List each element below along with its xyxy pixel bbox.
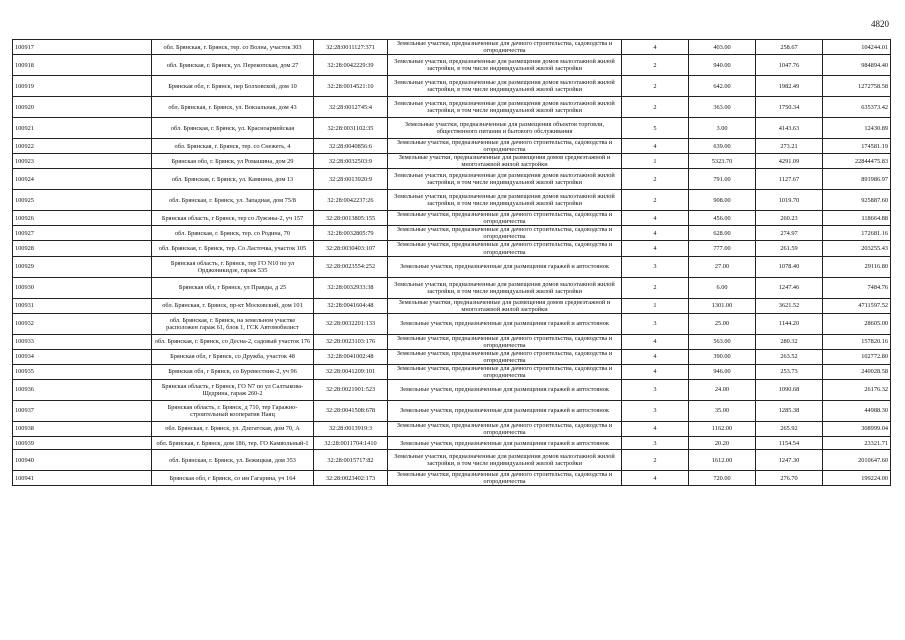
cell-land-use: Земельные участки, предназначенные для дачного строительства, садоводства и огородничества — [388, 139, 622, 154]
cell-address: обл. Брянская, г. Брянск, со Десна-2, садовый участок 176 — [152, 334, 314, 349]
cell-address: обл. Брянская, г. Брянск, тер. со Волна, участок 303 — [152, 40, 314, 55]
cell-record-number: 100921 — [13, 118, 152, 139]
cell-record-number: 100926 — [13, 211, 152, 226]
cell-cadastral-value: 22844475.83 — [823, 154, 891, 169]
cell-land-use: Земельные участки, предназначенные для дачного строительства, садоводства и огородничества — [388, 211, 622, 226]
cell-unit-value: 258.67 — [756, 40, 823, 55]
cell-cadastral-number: 32:28:0042229:39 — [314, 55, 388, 76]
cell-cadastral-value: 23321.71 — [823, 437, 891, 450]
cell-record-number: 100934 — [13, 349, 152, 364]
cell-land-use: Земельные участки, предназначенные для размещения домов малоэтажной жилой застройки, в том числе индивидуальной жилой застройки — [388, 55, 622, 76]
cell-land-use: Земельные участки, предназначенные для размещения домов малоэтажной жилой застройки, в том числе индивидуальной жилой застройки — [388, 97, 622, 118]
cell-address: Брянская обл, г. Брянск, ул Ромашина, дом 29 — [152, 154, 314, 169]
table-row — [13, 169, 891, 190]
cell-address: Брянская область, г. Брянск, д 710, тер Гаражно-строительный кооператив Наяц — [152, 400, 314, 421]
cell-record-number: 100933 — [13, 334, 152, 349]
table-row — [13, 349, 891, 364]
table-row — [13, 226, 891, 241]
cell-cadastral-value: 1272758.58 — [823, 76, 891, 97]
cell-cadastral-value: 26176.32 — [823, 379, 891, 400]
cell-cadastral-value: 174581.19 — [823, 139, 891, 154]
cell-group: 2 — [622, 97, 689, 118]
table-row — [13, 76, 891, 97]
cell-land-use: Земельные участки, предназначенные для дачного строительства, садоводства и огородничества — [388, 471, 622, 486]
cell-area: 1612.00 — [689, 450, 756, 471]
cell-cadastral-number: 32:28:0032503:9 — [314, 154, 388, 169]
cell-record-number: 100932 — [13, 313, 152, 334]
cell-address: обл. Брянская, г. Брянск, ул. Бежицкая, дом 353 — [152, 450, 314, 471]
cell-land-use: Земельные участки, предназначенные для размещения гаражей и автостоянок — [388, 256, 622, 277]
cell-record-number: 100927 — [13, 226, 152, 241]
table-row — [13, 364, 891, 379]
cell-group: 2 — [622, 55, 689, 76]
cell-group: 4 — [622, 139, 689, 154]
cell-record-number: 100939 — [13, 437, 152, 450]
cell-area: 456.00 — [689, 211, 756, 226]
table-row — [13, 118, 891, 139]
cell-unit-value: 1019.70 — [756, 190, 823, 211]
cell-group: 2 — [622, 450, 689, 471]
page-number: 4820 — [871, 19, 889, 29]
cell-cadastral-value: 984894.40 — [823, 55, 891, 76]
cell-area: 24.00 — [689, 379, 756, 400]
cell-cadastral-value: 240028.58 — [823, 364, 891, 379]
cell-unit-value: 1247.46 — [756, 277, 823, 298]
cell-cadastral-value: 2010647.60 — [823, 450, 891, 471]
cell-address: обл. Брянская, г. Брянск, ул. Перекопская, дом 27 — [152, 55, 314, 76]
cell-land-use: Земельные участки, предназначенные для размещения домов малоэтажной жилой застройки, в том числе индивидуальной жилой застройки — [388, 169, 622, 190]
cell-unit-value: 1144.20 — [756, 313, 823, 334]
table-row — [13, 437, 891, 450]
cell-record-number: 100917 — [13, 40, 152, 55]
cell-area: 720.00 — [689, 471, 756, 486]
cell-area: 1162.00 — [689, 421, 756, 436]
cell-area: 25.00 — [689, 313, 756, 334]
cell-address: обл. Брянская, г. Брянск, тер. со Родина, 70 — [152, 226, 314, 241]
cell-address: обл. Брянская, г. Брянск, дом 186, тер. ГО Камвольный-1 — [152, 437, 314, 450]
cell-cadastral-number: 32:28:0013920:9 — [314, 169, 388, 190]
cell-area: 20.20 — [689, 437, 756, 450]
cell-unit-value: 1982.49 — [756, 76, 823, 97]
cell-land-use: Земельные участки, предназначенные для дачного строительства, садоводства и огородничества — [388, 241, 622, 256]
cell-area: 3.00 — [689, 118, 756, 139]
table-row — [13, 313, 891, 334]
cell-area: 940.00 — [689, 55, 756, 76]
cell-group: 4 — [622, 241, 689, 256]
table-row — [13, 334, 891, 349]
cell-cadastral-number: 32:28:0023402:173 — [314, 471, 388, 486]
cell-land-use: Земельные участки, предназначенные для дачного строительства, садоводства и огородничества — [388, 349, 622, 364]
cell-unit-value: 280.32 — [756, 334, 823, 349]
cell-group: 4 — [622, 421, 689, 436]
cell-cadastral-number: 32:28:0030403:107 — [314, 241, 388, 256]
cell-area: 363.00 — [689, 97, 756, 118]
cell-land-use: Земельные участки, предназначенные для дачного строительства, садоводства и огородничества — [388, 421, 622, 436]
cell-group: 2 — [622, 190, 689, 211]
cell-group: 3 — [622, 313, 689, 334]
cell-area: 35.00 — [689, 400, 756, 421]
cell-cadastral-value: 44988.30 — [823, 400, 891, 421]
cell-record-number: 100928 — [13, 241, 152, 256]
cell-cadastral-value: 199224.00 — [823, 471, 891, 486]
cell-group: 3 — [622, 437, 689, 450]
cell-cadastral-number: 32:28:0014521:10 — [314, 76, 388, 97]
cell-cadastral-number: 32:28:0041604:48 — [314, 298, 388, 313]
cell-land-use: Земельные участки, предназначенные для размещения гаражей и автостоянок — [388, 437, 622, 450]
cell-cadastral-number: 32:28:0023103:176 — [314, 334, 388, 349]
cell-group: 4 — [622, 40, 689, 55]
cell-group: 3 — [622, 379, 689, 400]
cell-cadastral-number: 32:28:0013805:155 — [314, 211, 388, 226]
cell-group: 4 — [622, 211, 689, 226]
cell-group: 4 — [622, 349, 689, 364]
cell-record-number: 100937 — [13, 400, 152, 421]
cell-cadastral-number: 32:28:0042237:26 — [314, 190, 388, 211]
cell-land-use: Земельные участки, предназначенные для размещения гаражей и автостоянок — [388, 379, 622, 400]
cell-cadastral-number: 32:28:0032805:79 — [314, 226, 388, 241]
cell-area: 403.00 — [689, 40, 756, 55]
cell-cadastral-value: 28605.00 — [823, 313, 891, 334]
cell-area: 642.00 — [689, 76, 756, 97]
cell-address: обл. Брянская, г. Брянск, ул. Западная, дом 75/8 — [152, 190, 314, 211]
table-row — [13, 241, 891, 256]
cell-unit-value: 273.21 — [756, 139, 823, 154]
cell-unit-value: 1154.54 — [756, 437, 823, 450]
cell-address: обл. Брянская, г. Брянск, тер. Со Ласточка, участок 105 — [152, 241, 314, 256]
cell-group: 4 — [622, 471, 689, 486]
cell-unit-value: 265.92 — [756, 421, 823, 436]
cell-group: 1 — [622, 154, 689, 169]
cell-group: 4 — [622, 226, 689, 241]
cell-record-number: 100938 — [13, 421, 152, 436]
cell-cadastral-value: 4711597.52 — [823, 298, 891, 313]
cell-address: обл. Брянская, г. Брянск, ул. Камнина, дом 13 — [152, 169, 314, 190]
cell-group: 2 — [622, 76, 689, 97]
cell-record-number: 100930 — [13, 277, 152, 298]
cell-cadastral-number: 32:28:0031102:35 — [314, 118, 388, 139]
cell-cadastral-number: 32:28:0011704:1410 — [314, 437, 388, 450]
cell-area: 563.00 — [689, 334, 756, 349]
cell-cadastral-value: 203255.43 — [823, 241, 891, 256]
table-row — [13, 154, 891, 169]
cell-record-number: 100935 — [13, 364, 152, 379]
cell-cadastral-value: 635373.42 — [823, 97, 891, 118]
cell-area: 1301.00 — [689, 298, 756, 313]
cell-cadastral-value: 891986.97 — [823, 169, 891, 190]
table-row — [13, 379, 891, 400]
cell-address: обл. Брянская, г. Брянск, ул. Дзегатская, дом 70, А — [152, 421, 314, 436]
cell-land-use: Земельные участки, предназначенные для размещения домов малоэтажной жилой застройки, в том числе индивидуальной жилой застройки — [388, 277, 622, 298]
cell-group: 1 — [622, 298, 689, 313]
cell-record-number: 100941 — [13, 471, 152, 486]
cell-group: 2 — [622, 169, 689, 190]
cell-area: 908.00 — [689, 190, 756, 211]
cell-record-number: 100923 — [13, 154, 152, 169]
table-row — [13, 421, 891, 436]
cell-address: обл. Брянская, г. Брянск, пр-кт Московский, дом 101 — [152, 298, 314, 313]
cell-record-number: 100931 — [13, 298, 152, 313]
cell-cadastral-number: 32:28:0012745:4 — [314, 97, 388, 118]
cell-record-number: 100940 — [13, 450, 152, 471]
cell-land-use: Земельные участки, предназначенные для дачного строительства, садоводства и огородничества — [388, 226, 622, 241]
cell-area: 628.00 — [689, 226, 756, 241]
cell-address: Брянская обл, г. Брянск, пер Болховской, дом 10 — [152, 76, 314, 97]
cell-group: 2 — [622, 277, 689, 298]
cell-land-use: Земельные участки, предназначенные для размещения гаражей и автостоянок — [388, 400, 622, 421]
cell-cadastral-number: 32:28:0013919:3 — [314, 421, 388, 436]
cell-cadastral-value: 102772.80 — [823, 349, 891, 364]
table-row — [13, 190, 891, 211]
table-row — [13, 211, 891, 226]
cell-land-use: Земельные участки, предназначенные для размещения домов малоэтажной жилой застройки, в том числе индивидуальной жилой застройки — [388, 76, 622, 97]
cell-cadastral-value: 12430.89 — [823, 118, 891, 139]
cell-cadastral-number: 32:28:0023554:252 — [314, 256, 388, 277]
cell-record-number: 100925 — [13, 190, 152, 211]
table-row — [13, 450, 891, 471]
cell-unit-value: 4291.09 — [756, 154, 823, 169]
cell-unit-value: 1078.40 — [756, 256, 823, 277]
cell-land-use: Земельные участки, предназначенные для размещения домов малоэтажной жилой застройки, в том числе индивидуальной жилой застройки — [388, 450, 622, 471]
table-row — [13, 471, 891, 486]
cell-cadastral-number: 32:28:0021901:523 — [314, 379, 388, 400]
cell-area: 946.00 — [689, 364, 756, 379]
cell-unit-value: 1247.30 — [756, 450, 823, 471]
cell-cadastral-number: 32:28:0040856:6 — [314, 139, 388, 154]
cell-land-use: Земельные участки, предназначенные для размещения домов малоэтажной жилой застройки, в том числе индивидуальной жилой застройки — [388, 190, 622, 211]
cell-record-number: 100920 — [13, 97, 152, 118]
cell-area: 390.00 — [689, 349, 756, 364]
cell-record-number: 100922 — [13, 139, 152, 154]
cell-land-use: Земельные участки, предназначенные для дачного строительства, садоводства и огородничества — [388, 40, 622, 55]
table-row — [13, 256, 891, 277]
cell-unit-value: 1090.68 — [756, 379, 823, 400]
cell-cadastral-number: 32:28:0011127:371 — [314, 40, 388, 55]
cell-cadastral-number: 32:28:0041209:101 — [314, 364, 388, 379]
cell-land-use: Земельные участки, предназначенные для дачного строительства, садоводства и огородничества — [388, 364, 622, 379]
cell-group: 5 — [622, 118, 689, 139]
cell-unit-value: 1285.38 — [756, 400, 823, 421]
cell-unit-value: 1127.67 — [756, 169, 823, 190]
table-row — [13, 40, 891, 55]
table-row — [13, 139, 891, 154]
cell-cadastral-value: 308999.04 — [823, 421, 891, 436]
cell-address: Брянская область, г Брянск, ГО N7 по ул Салтыкова-Щедрина, гараж 260-2 — [152, 379, 314, 400]
cell-unit-value: 276.70 — [756, 471, 823, 486]
table-row — [13, 298, 891, 313]
cell-address: Брянская обл, г Брянск, со Дружба, участок 48 — [152, 349, 314, 364]
cell-cadastral-value: 172681.16 — [823, 226, 891, 241]
cell-land-use: Земельные участки, предназначенные для размещения гаражей и автостоянок — [388, 313, 622, 334]
cell-group: 3 — [622, 400, 689, 421]
cell-land-use: Земельные участки, предназначенные для дачного строительства, садоводства и огородничества — [388, 334, 622, 349]
cell-area: 791.00 — [689, 169, 756, 190]
cell-unit-value: 253.73 — [756, 364, 823, 379]
cell-address: Брянская обл, г Брянск, ул Правды, д 25 — [152, 277, 314, 298]
cell-cadastral-number: 32:28:0032933:38 — [314, 277, 388, 298]
cell-address: Брянская обл, г Брянск, со Буревестник-2, уч 96 — [152, 364, 314, 379]
cell-group: 4 — [622, 364, 689, 379]
cell-cadastral-value: 7484.76 — [823, 277, 891, 298]
cell-area: 5323.70 — [689, 154, 756, 169]
cell-unit-value: 261.59 — [756, 241, 823, 256]
cell-land-use: Земельные участки, предназначенные для размещения домов среднеэтажной и многоэтажной жилой застройки — [388, 154, 622, 169]
table-row — [13, 277, 891, 298]
cell-area: 777.00 — [689, 241, 756, 256]
cell-area: 639.00 — [689, 139, 756, 154]
cell-cadastral-value: 118664.88 — [823, 211, 891, 226]
cell-unit-value: 1750.34 — [756, 97, 823, 118]
cell-unit-value: 1047.76 — [756, 55, 823, 76]
cell-unit-value: 3621.52 — [756, 298, 823, 313]
table-row — [13, 400, 891, 421]
cell-address: Брянская область, г. Брянск, тер ГО N10 по ул Орджоникидзе, гараж 535 — [152, 256, 314, 277]
cell-cadastral-number: 32:28:0032201:133 — [314, 313, 388, 334]
cadastral-value-table — [12, 39, 891, 486]
cell-cadastral-value: 29116.80 — [823, 256, 891, 277]
cell-group: 4 — [622, 334, 689, 349]
cell-address: обл. Брянская, г. Брянск, на земельном участке расположен гараж 61, блок 1, ГСК Автомобилист — [152, 313, 314, 334]
cell-record-number: 100929 — [13, 256, 152, 277]
cell-address: Брянская область, г Брянск, тер со Лужэны-2, уч 157 — [152, 211, 314, 226]
cell-group: 3 — [622, 256, 689, 277]
cell-cadastral-value: 104244.01 — [823, 40, 891, 55]
cell-area: 27.00 — [689, 256, 756, 277]
table-body — [13, 40, 891, 486]
cell-cadastral-number: 32:28:0015717:82 — [314, 450, 388, 471]
cell-cadastral-number: 32:28:0041508:678 — [314, 400, 388, 421]
cell-land-use: Земельные участки, предназначенные для размещения домов среднеэтажной и многоэтажной жилой застройки — [388, 298, 622, 313]
cell-address: обл. Брянская, г. Брянск, тер. со Снежеть, 4 — [152, 139, 314, 154]
cell-cadastral-value: 157820.16 — [823, 334, 891, 349]
cell-cadastral-number: 32:28:0041002:48 — [314, 349, 388, 364]
table-row — [13, 97, 891, 118]
cell-record-number: 100918 — [13, 55, 152, 76]
cell-cadastral-value: 925887.60 — [823, 190, 891, 211]
cell-record-number: 100924 — [13, 169, 152, 190]
cell-address: обл. Брянская, г. Брянск, ул. Вокзальная, дом 43 — [152, 97, 314, 118]
cell-record-number: 100936 — [13, 379, 152, 400]
cell-unit-value: 260.23 — [756, 211, 823, 226]
cell-area: 6.00 — [689, 277, 756, 298]
cell-unit-value: 263.52 — [756, 349, 823, 364]
cell-address: обл. Брянская, г. Брянск, ул. Красноармейская — [152, 118, 314, 139]
cell-address: Брянская обл, г Брянск, со им Гагарина, уч 164 — [152, 471, 314, 486]
cell-record-number: 100919 — [13, 76, 152, 97]
cell-land-use: Земельные участки, предназначенные для размещения объектов торговли, общественного питания и бытового обслуживания — [388, 118, 622, 139]
cell-unit-value: 4143.63 — [756, 118, 823, 139]
table-row — [13, 55, 891, 76]
cell-unit-value: 274.97 — [756, 226, 823, 241]
